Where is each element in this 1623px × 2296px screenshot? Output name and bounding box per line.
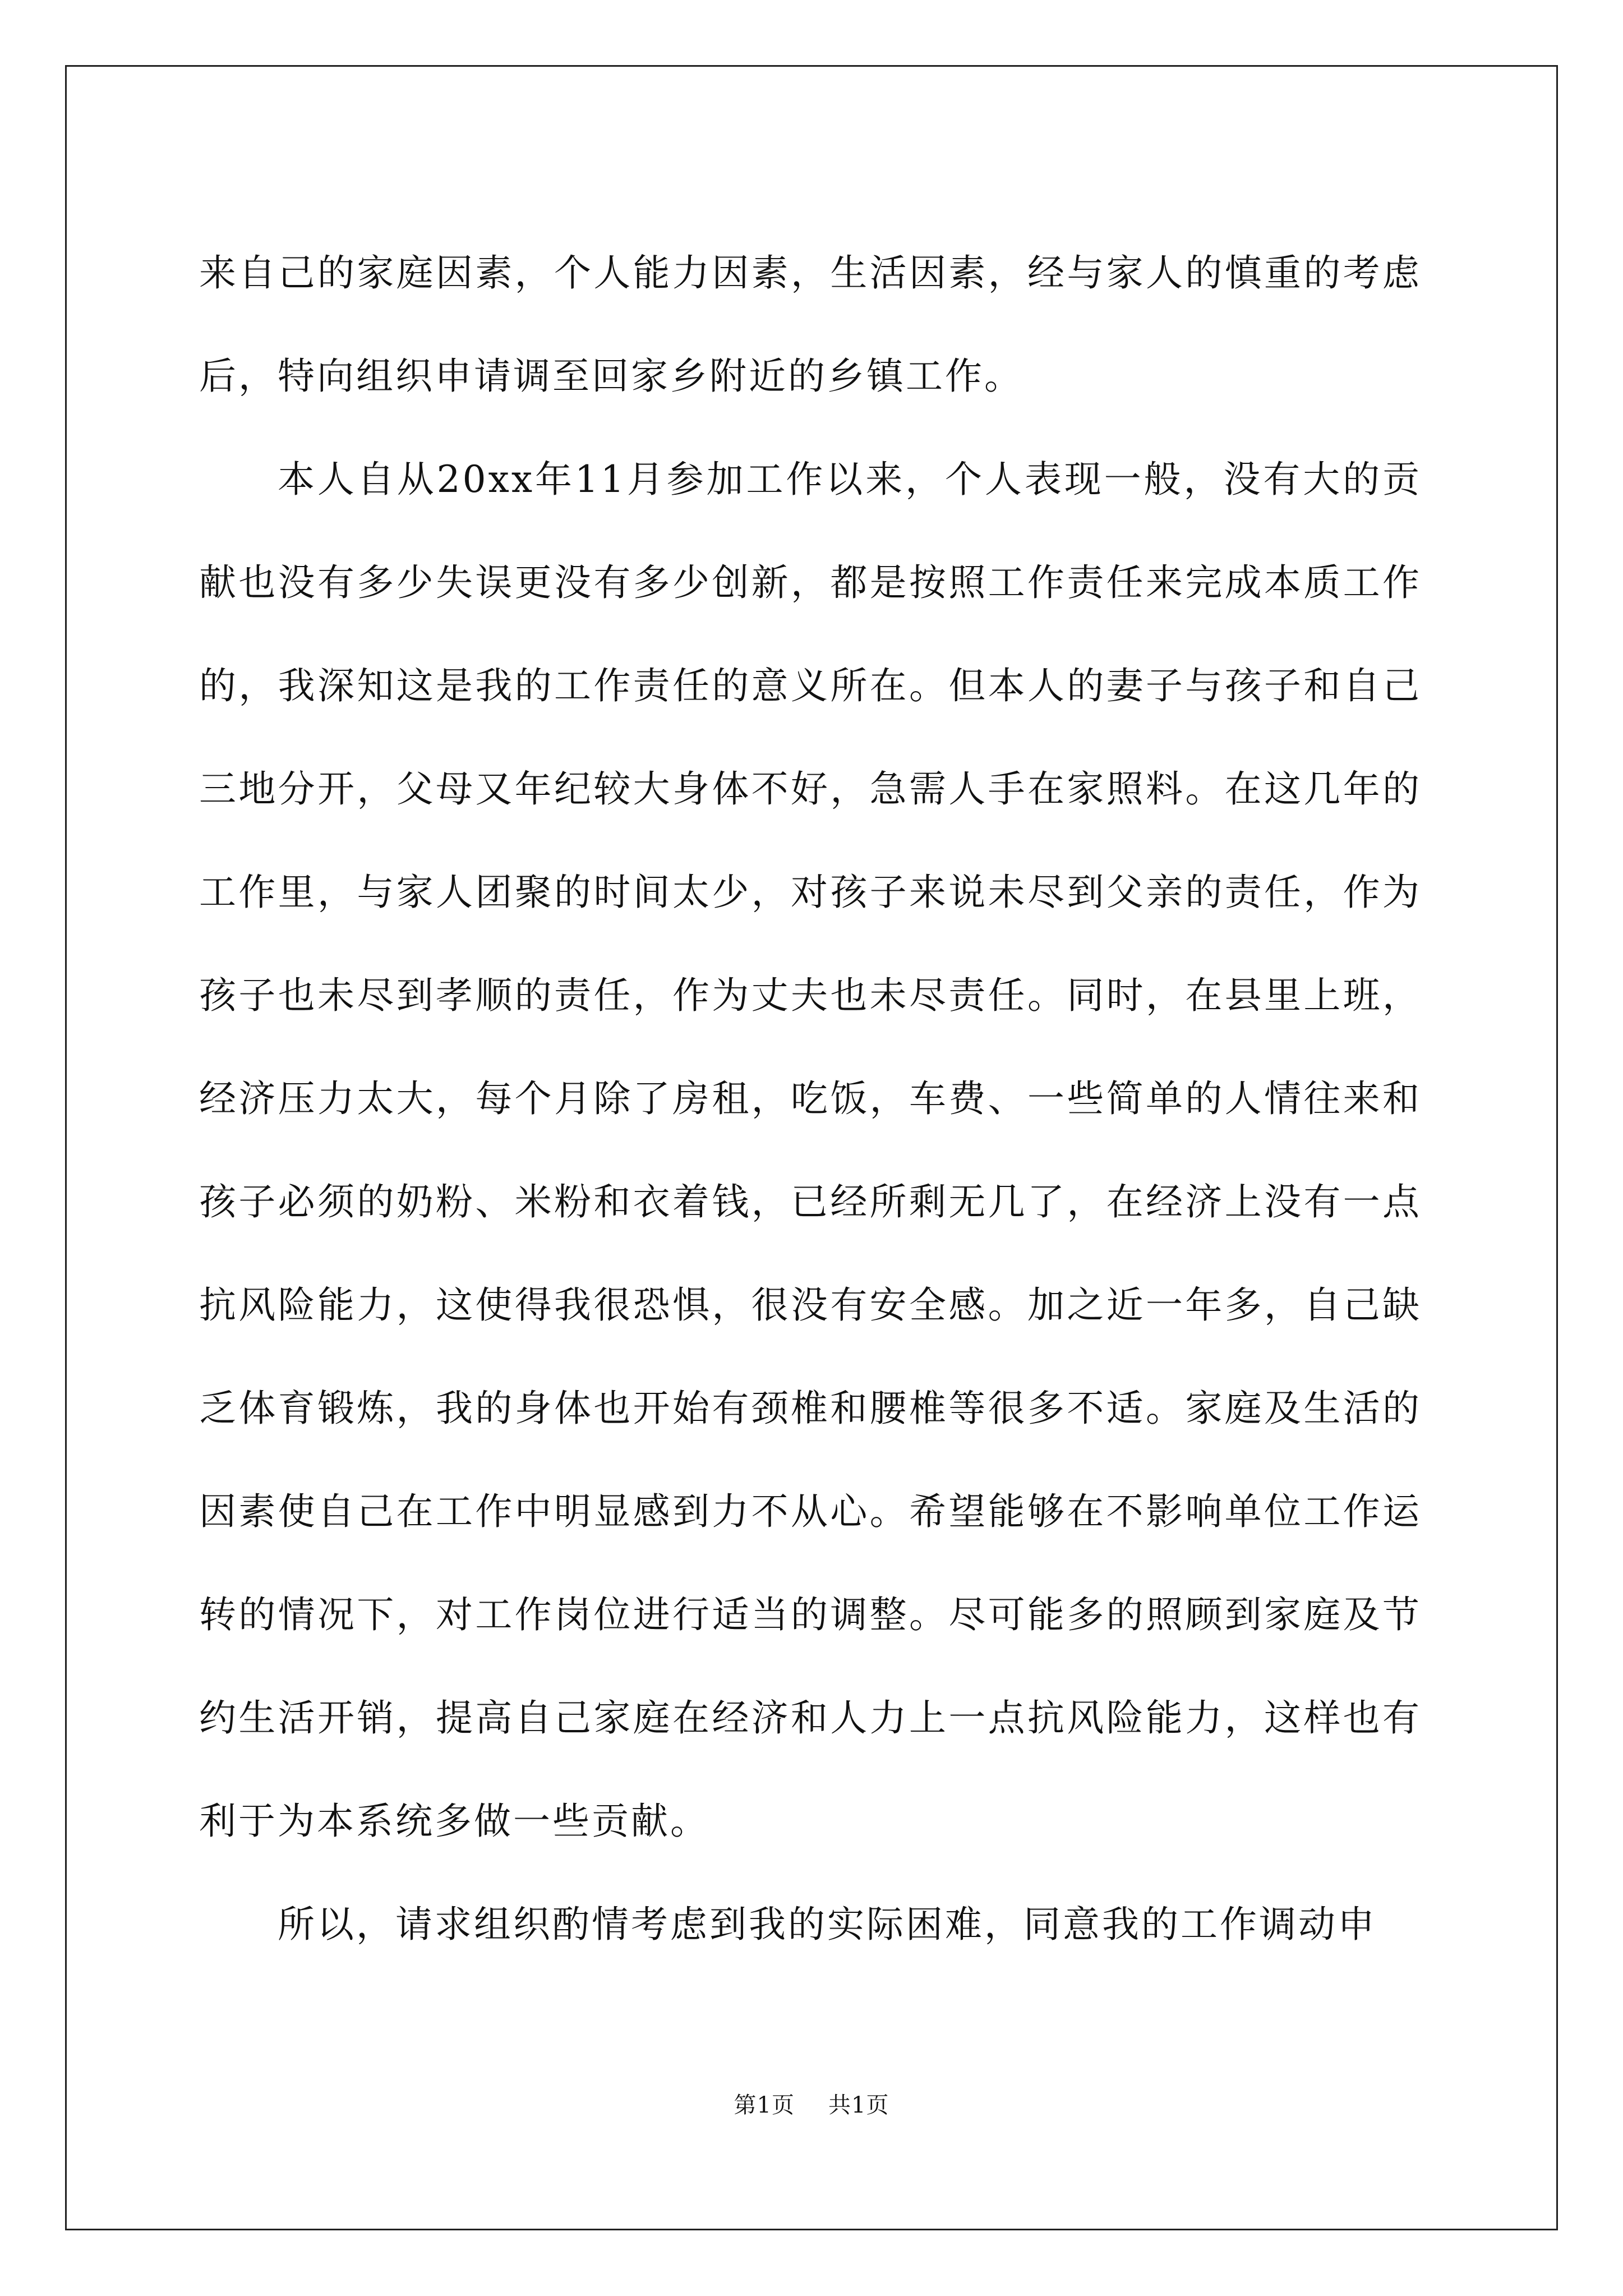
page-total: 共1页 [828, 2092, 889, 2118]
page-number: 第1页 [734, 2092, 795, 2118]
document-body [199, 222, 1422, 1976]
paragraph-3: 所以，请求组织酌情考虑到我的实际困难，同意我的工作调动申 [278, 1903, 1377, 1946]
paragraph-1: 来自己的家庭因素，个人能力因素，生活因素，经与家人的慎重的考虑后，特向组织申请调至回家乡附近的乡镇工作。 [199, 251, 1422, 398]
page-footer [0, 2091, 1623, 2119]
paragraph-2: 本人自从20xx年11月参加工作以来，个人表现一般，没有大的贡献也没有多少失误更没有多少创新，都是按照工作责任来完成本质工作的，我深知这是我的工作责任的意义所在。但本人的妻子与孩子和自己三地分开，父母又年纪较大身体不好，急需人手在家照料。在这几年的工作里，与家人团聚的时间太少，对孩子来说未尽到父亲的责任，作为孩子也未尽到孝顺的责任，作为丈夫也未尽责任。同时，在县里上班，经济压力太大，每个月除了房租，吃饭，车费、一些简单的人情往来和孩子必须的奶粉、米粉和衣着钱，已经所剩无几了，在经济上没有一点抗风险能力，这使得我很恐惧，很没有安全感。加之近一年多，自己缺乏体育锻炼，我的身体也开始有颈椎和腰椎等很多不适。家庭及生活的因素使自己在工作中明显感到力不从心。希望能够在不影响单位工作运转的情况下，对工作岗位进行适当的调整。尽可能多的照顾到家庭及节约生活开销，提高自己家庭在经济和人力上一点抗风险能力，这样也有利于为本系统多做一些贡献。 [199, 458, 1422, 1843]
